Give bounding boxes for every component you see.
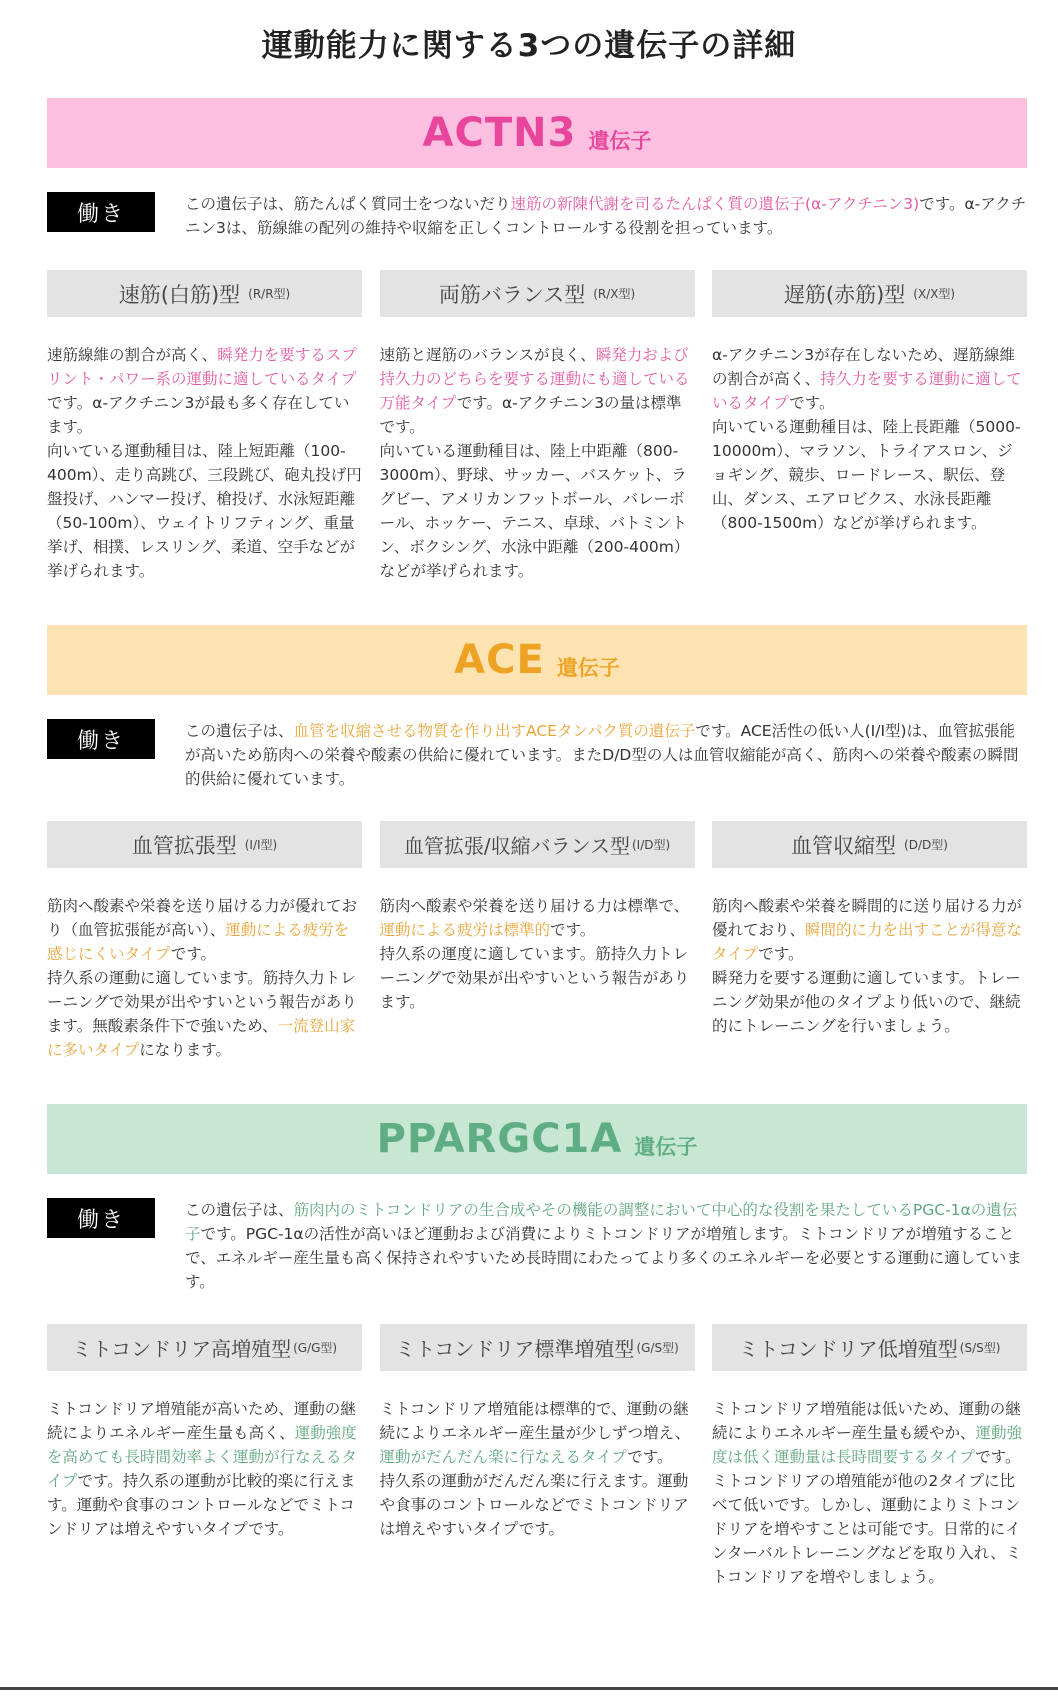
type-header: 血管拡張型 (I/I型)	[47, 821, 362, 868]
function-row	[47, 1198, 1027, 1294]
type-grid	[47, 1324, 1027, 1589]
type-card-constriction	[712, 821, 1027, 1062]
type-card-balance	[380, 270, 695, 583]
type-card-fast	[47, 270, 362, 583]
function-label: 働き	[47, 719, 155, 759]
gene-banner-ppargc1a	[47, 1104, 1027, 1174]
type-description: ミトコンドリア増殖能は標準的で、運動の継続によりエネルギー産生量が少しずつ増え、運動がだんだん楽に行なえるタイプです。 持久系の運動がだんだん楽に行えます。運動や食事のコントロールなどでミトコンドリアは増えやすいタイプです。	[379, 1400, 691, 1538]
type-description: 筋肉へ酸素や栄養を送り届ける力が優れており（血管拡張能が高い）、運動による疲労を感じにくいタイプです。 持久系の運動に適しています。筋持久力トレーニングで効果が出やすいという報告があります。無酸素条件下で強いため、一流登山家に多いタイプになります。	[47, 897, 358, 1059]
gene-banner-actn3	[47, 98, 1027, 168]
type-header: 速筋(白筋)型 (R/R型)	[47, 270, 362, 317]
function-label: 働き	[47, 1198, 155, 1238]
type-description: 速筋と遅筋のバランスが良く、瞬発力および持久力のどちらを要する運動にも適している万能タイプです。α-アクチニン3の量は標準です。 向いている運動種目は、陸上中距離（800-3000m）、野球、サッカー、バスケット、ラグビー、アメリカンフットボール、バレーボール、ホッケー、テニス、卓球、バトミントン、ボクシング、水泳中距離（200-400m）などが挙げられます。	[379, 346, 690, 580]
gene-name: PPARGC1A	[376, 1116, 623, 1162]
type-card-slow	[712, 270, 1027, 583]
type-card-low	[712, 1324, 1027, 1589]
highlight-text: 速筋の新陳代謝を司るたんぱく質の遺伝子(α-アクチニン3)	[510, 195, 920, 213]
type-header: 両筋バランス型 (R/X型)	[380, 270, 695, 317]
section-ppargc1a	[47, 1104, 1027, 1589]
bottom-divider	[0, 1687, 1058, 1690]
gene-suffix: 遺伝子	[556, 656, 620, 680]
type-description: 筋肉へ酸素や栄養を瞬間的に送り届ける力が優れており、瞬間的に力を出すことが得意なタイプです。 瞬発力を要する運動に適しています。トレーニング効果が他のタイプより低いので、継続的にトレーニングを行いましょう。	[712, 897, 1023, 1035]
gene-suffix: 遺伝子	[634, 1135, 698, 1159]
highlight-text: 筋肉内のミトコンドリアの生合成やその機能の調整において中心的な役割を果たしているPGC-1αの遺伝子	[185, 1201, 1018, 1243]
type-description: ミトコンドリア増殖能が高いため、運動の継続によりエネルギー産生量も高く、運動強度を高めても長時間効率よく運動が行なえるタイプです。持久系の運動が比較的楽に行えます。運動や食事のコントロールなどでミトコンドリアは増えやすいタイプです。	[47, 1400, 358, 1538]
highlight-text: 血管を収縮させる物質を作り出すACEタンパク質の遺伝子	[293, 722, 696, 740]
function-row	[47, 719, 1027, 791]
gene-suffix: 遺伝子	[588, 129, 652, 153]
type-header: 血管拡張/収縮バランス型 (I/D型)	[380, 821, 695, 868]
type-description: 筋肉へ酸素や栄養を送り届ける力は標準で、運動による疲労は標準的です。 持久系の運度に適しています。筋持久力トレーニングで効果が出やすいという報告があります。	[379, 897, 690, 1011]
page-title: 運動能力に関する3つの遺伝子の詳細	[261, 28, 797, 64]
function-row	[47, 192, 1027, 240]
gene-name: ACTN3	[422, 110, 577, 156]
type-header: 血管収縮型 (D/D型)	[712, 821, 1027, 868]
gene-name: ACE	[454, 637, 545, 683]
gene-banner-ace	[47, 625, 1027, 695]
function-label: 働き	[47, 192, 155, 232]
type-card-dilation	[47, 821, 362, 1062]
type-header: ミトコンドリア高増殖型 (G/G型)	[47, 1324, 362, 1371]
type-header: 遅筋(赤筋)型 (X/X型)	[712, 270, 1027, 317]
type-description: α-アクチニン3が存在しないため、遅筋線維の割合が高く、持久力を要する運動に適しているタイプです。 向いている運動種目は、陸上長距離（5000-10000m）、マラソン、トライアスロン、ジョギング、競歩、ロードレース、駅伝、登山、ダンス、エアロビクス、水泳長距離（800-1500m）などが挙げられます。	[712, 346, 1022, 532]
type-description: ミトコンドリア増殖能は低いため、運動の継続によりエネルギー産生量も緩やか、運動強度は低く運動量は長時間要するタイプです。 ミトコンドリアの増殖能が他の2タイプに比べて低いです。しかし、運動によりミトコンドリアを増やすことは可能です。日常的にインターバルトレーニングなどを取り入れ、ミトコンドリアを増やしましょう。	[712, 1400, 1023, 1586]
section-ace	[47, 625, 1027, 1062]
type-card-balance	[380, 821, 695, 1062]
type-grid	[47, 270, 1027, 583]
type-card-standard	[380, 1324, 695, 1589]
function-text: この遺伝子は、血管を収縮させる物質を作り出すACEタンパク質の遺伝子です。ACE活性の低い人(I/I型)は、血管拡張能が高いため筋肉への栄養や酸素の供給に優れています。またD/D型の人は血管収縮能が高く、筋肉への栄養や酸素の瞬間的供給に優れています。	[185, 722, 1019, 788]
section-actn3	[47, 98, 1027, 583]
type-header: ミトコンドリア標準増殖型 (G/S型)	[380, 1324, 695, 1371]
type-description: 速筋線維の割合が高く、瞬発力を要するスプリント・パワー系の運動に適しているタイプです。α-アクチニン3が最も多く存在しています。 向いている運動種目は、陸上短距離（100-400m）、走り高跳び、三段跳び、砲丸投げ円盤投げ、ハンマー投げ、槍投げ、水泳短距離（50-100m）、ウェイトリフティング、重量挙げ、相撲、レスリング、柔道、空手などが挙げられます。	[47, 346, 362, 580]
type-card-high	[47, 1324, 362, 1589]
function-text: この遺伝子は、筋肉内のミトコンドリアの生合成やその機能の調整において中心的な役割を果たしているPGC-1αの遺伝子です。PGC-1αの活性が高いほど運動および消費によりミトコンドリアが増殖します。ミトコンドリアが増殖することで、エネルギー産生量も高く保持されやすいため長時間にわたってより多くのエネルギーを必要とする運動に適しています。	[185, 1201, 1022, 1291]
function-text: この遺伝子は、筋たんぱく質同士をつないだり速筋の新陳代謝を司るたんぱく質の遺伝子(α-アクチニン3)です。α-アクチニン3は、筋線維の配列の維持や収縮を正しくコントロールする役割を担っています。	[185, 195, 1027, 237]
type-header: ミトコンドリア低増殖型 (S/S型)	[712, 1324, 1027, 1371]
type-grid	[47, 821, 1027, 1062]
